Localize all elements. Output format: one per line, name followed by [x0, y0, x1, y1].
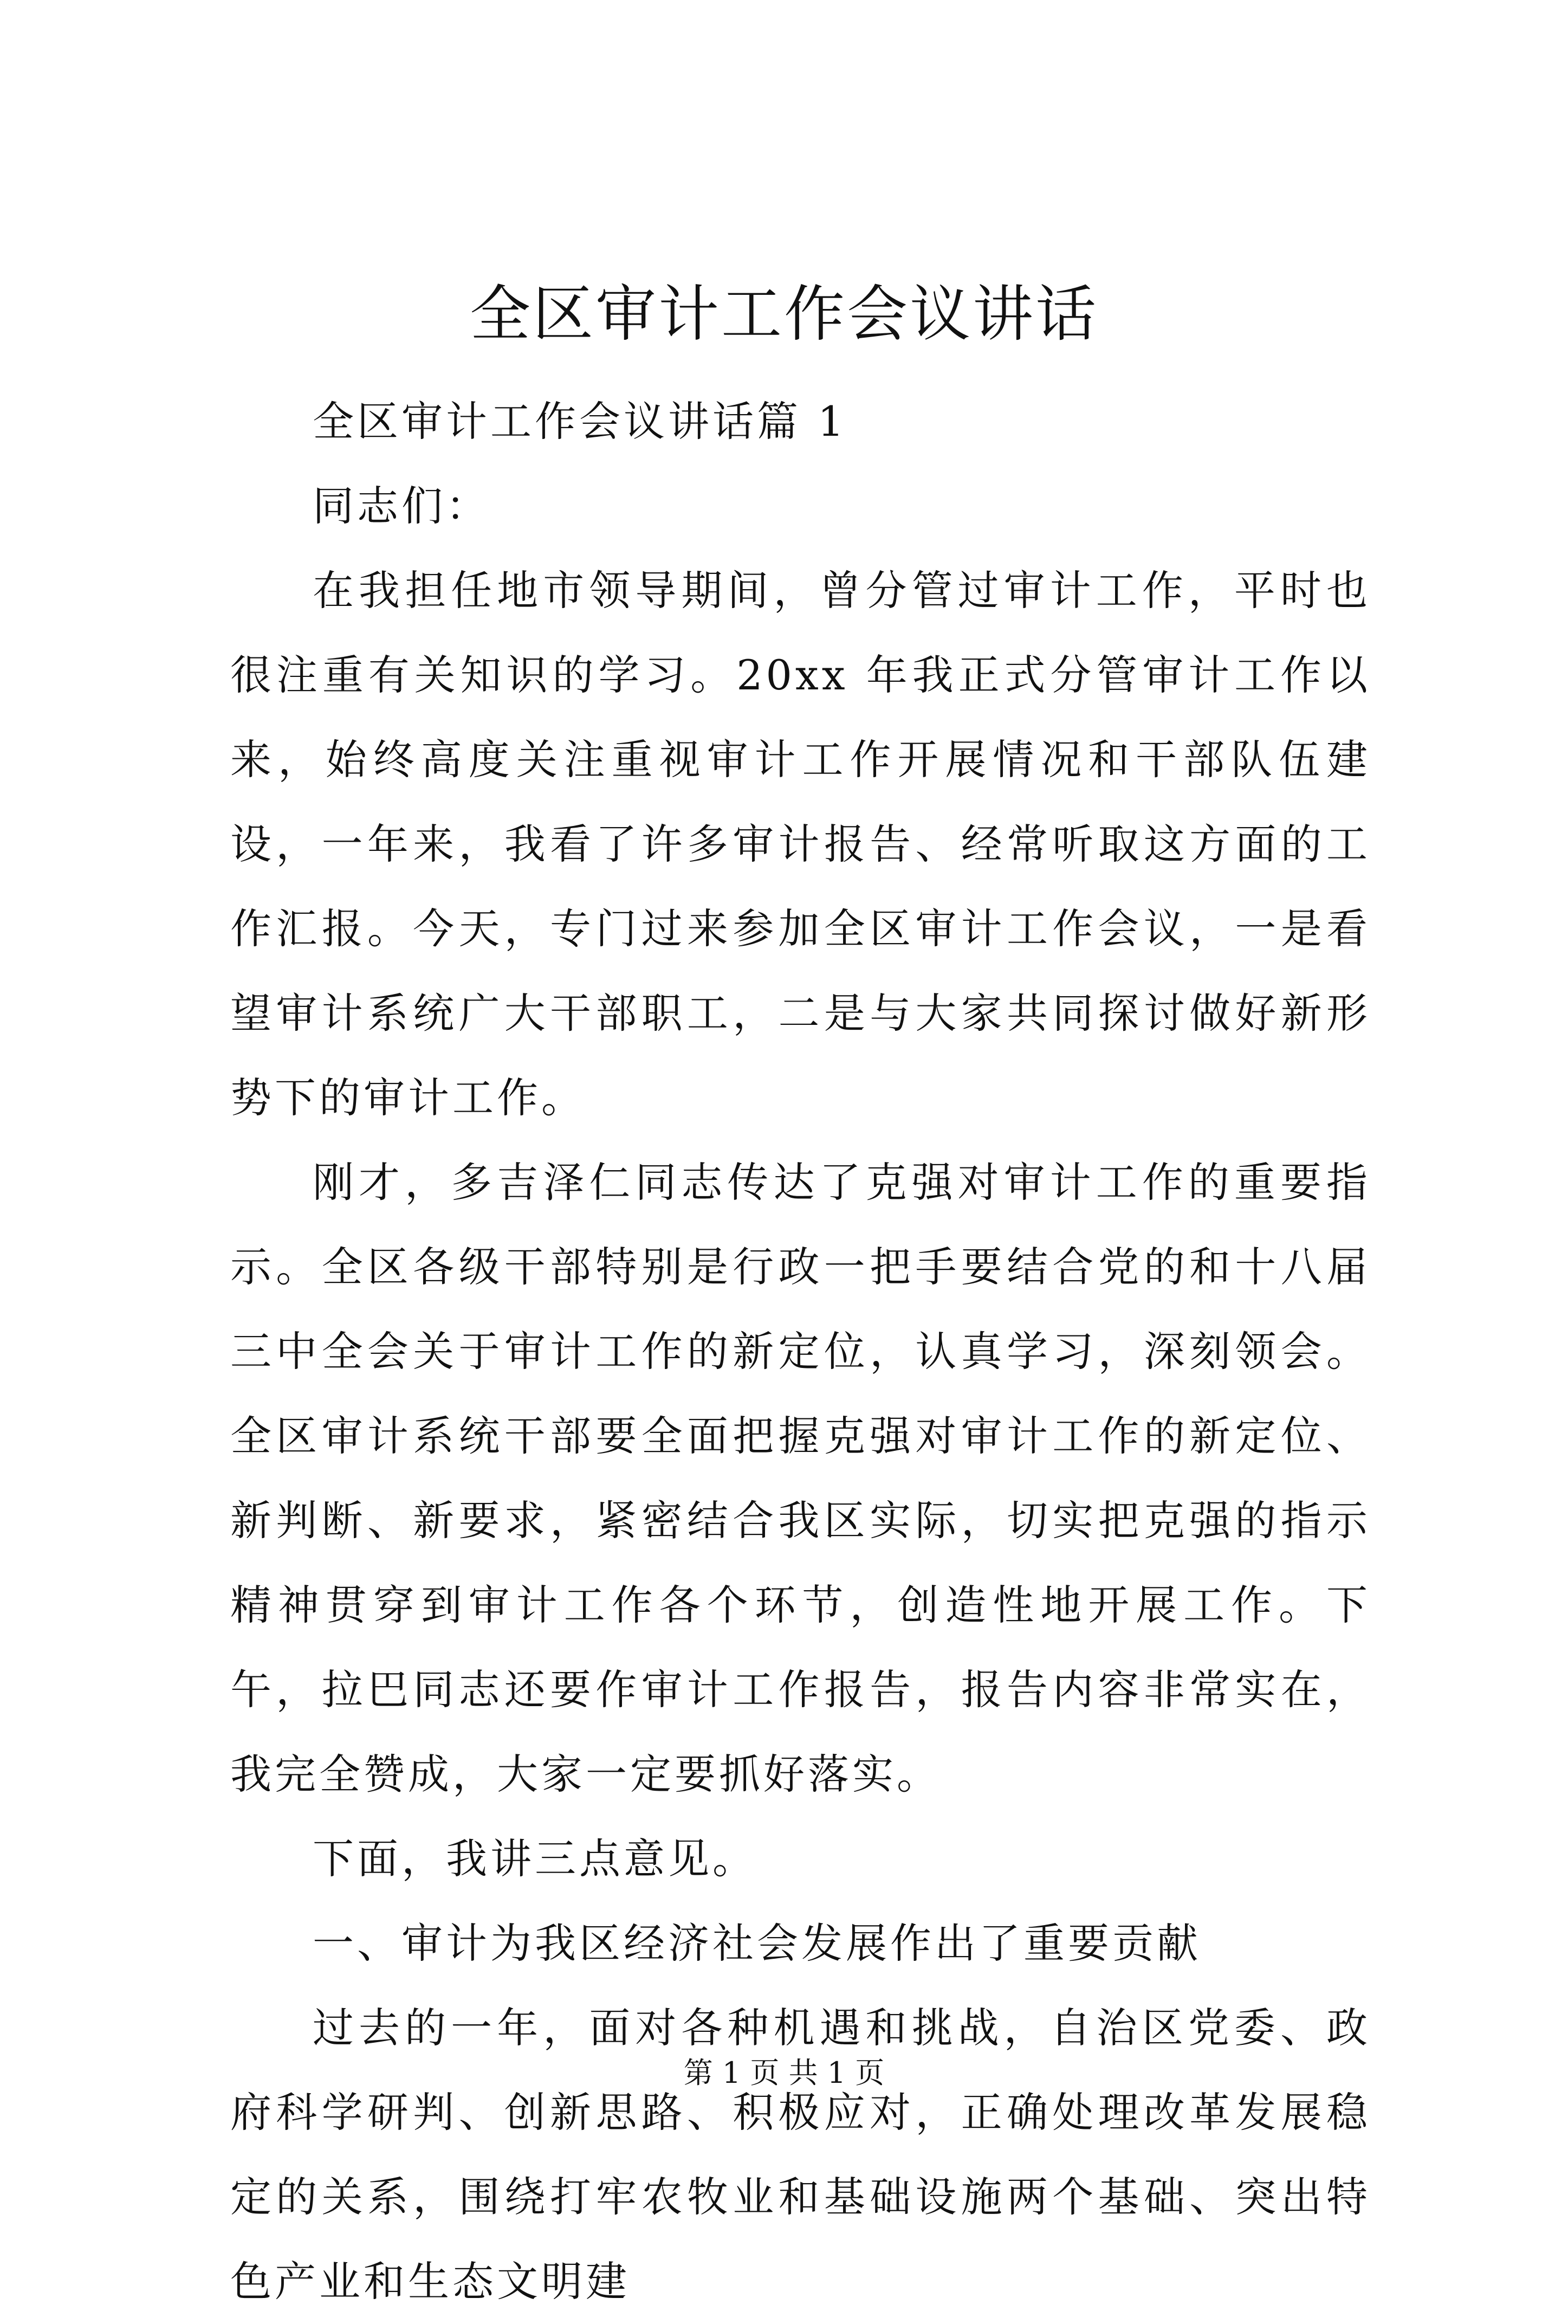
paragraph-salutation: 同志们：: [313, 482, 490, 530]
document-body: [230, 379, 1371, 2324]
paragraph-subtitle: 全区审计工作会议讲话篇 1: [313, 397, 847, 446]
paragraph-intro: 在我担任地市领导期间，曾分管过审计工作，平时也很注重有关知识的学习。20xx 年我正式分管审计工作以来，始终高度关注重视审计工作开展情况和干部队伍建设，一年来，我看了许多审计报告、经常听取这方面的工作汇报。今天，专门过来参加全区审计工作会议，一是看望审计系统广大干部职工，二是与大家共同探讨做好新形势下的审计工作。: [230, 566, 1371, 1122]
paragraph-past-year: 过去的一年，面对各种机遇和挑战，自治区党委、政府科学研判、创新思路、积极应对，正确处理改革发展稳定的关系，围绕打牢农牧业和基础设施两个基础、突出特色产业和生态文明建: [230, 2004, 1371, 2306]
section-heading-1: 一、审计为我区经济社会发展作出了重要贡献: [313, 1919, 1201, 1967]
paragraph-instructions: 刚才，多吉泽仁同志传达了克强对审计工作的重要指示。全区各级干部特别是行政一把手要结合党的和十八届三中全会关于审计工作的新定位，认真学习，深刻领会。全区审计系统干部要全面把握克强对审计工作的新定位、新判断、新要求，紧密结合我区实际，切实把克强的指示精神贯穿到审计工作各个环节，创造性地开展工作。下午，拉巴同志还要作审计工作报告，报告内容非常实在，我完全赞成，大家一定要抓好落实。: [230, 1158, 1371, 1798]
document-title: 全区审计工作会议讲话: [470, 279, 1098, 350]
page-footer: 第 1 页 共 1 页: [683, 2056, 885, 2090]
paragraph-three-points: 下面，我讲三点意见。: [313, 1835, 757, 1883]
